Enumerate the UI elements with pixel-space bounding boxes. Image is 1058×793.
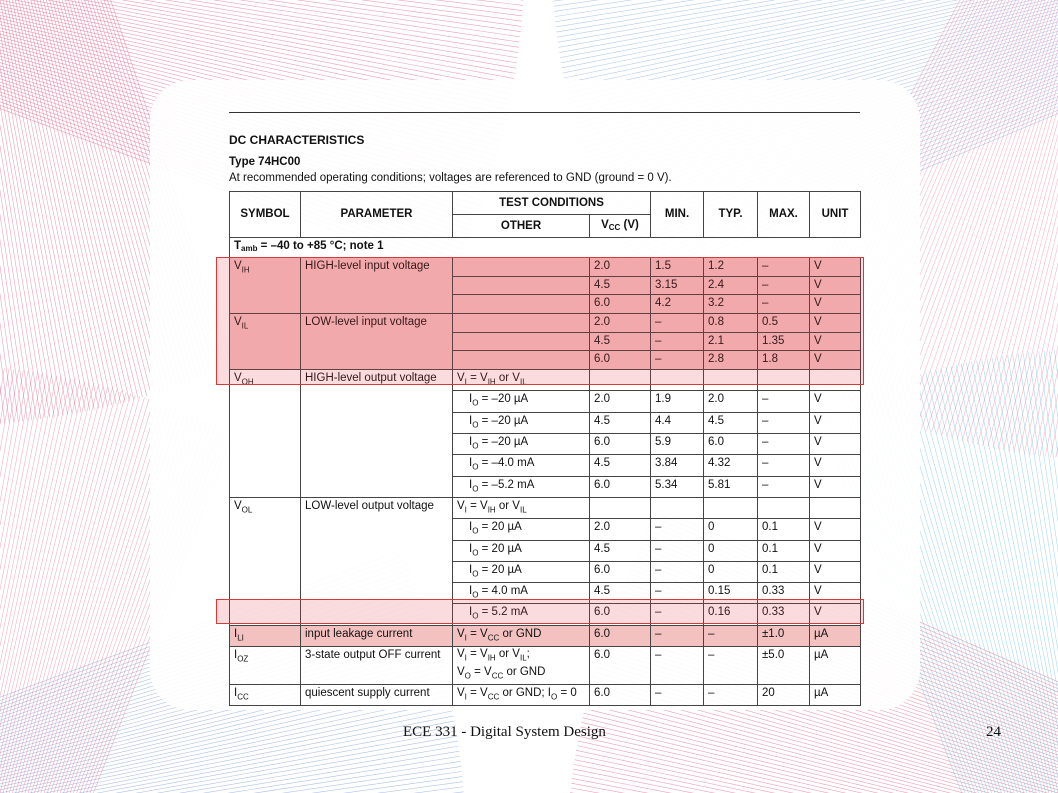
cell-min: 4.4	[651, 412, 704, 433]
cell-unit: V	[810, 391, 861, 412]
cell-min: 1.9	[651, 391, 704, 412]
cell-max: 0.5	[758, 314, 810, 333]
cell-typ: 3.2	[704, 295, 758, 314]
cell-unit: V	[810, 351, 861, 370]
cell-unit: µA	[810, 646, 861, 684]
cell-vcc: 4.5	[590, 455, 651, 476]
cell-max: –	[758, 276, 810, 295]
header-test-conditions: TEST CONDITIONS	[453, 192, 651, 215]
cell-max: –	[758, 455, 810, 476]
cell-typ: 0.16	[704, 604, 758, 625]
cell-min: –	[651, 351, 704, 370]
doc-type: Type 74HC00	[229, 156, 301, 168]
cell-vcc: 6.0	[590, 684, 651, 705]
cell-parameter: HIGH-level output voltage	[301, 370, 453, 498]
cell-other-condition: $I_O = 20$ µA	[453, 519, 590, 540]
cell-vcc: 4.5	[590, 332, 651, 351]
cell-unit: µA	[810, 625, 861, 646]
cell-unit: V	[810, 295, 861, 314]
cell-min: 5.9	[651, 434, 704, 455]
cell-other-condition: $V_I = V_{IH}$ or $V_{IL}$	[453, 497, 590, 518]
cell-max: –	[758, 258, 810, 277]
footer-course: ECE 331 - Digital System Design	[403, 724, 606, 740]
cell-max: 0.1	[758, 561, 810, 582]
header-other: OTHER	[453, 215, 590, 238]
cell-vcc: 6.0	[590, 561, 651, 582]
cell-max: –	[758, 412, 810, 433]
cell-other-condition: $I_O = 20$ µA	[453, 540, 590, 561]
top-rule	[229, 112, 860, 113]
cell-vcc: 2.0	[590, 314, 651, 333]
cell-min: –	[651, 519, 704, 540]
cell-min: 4.2	[651, 295, 704, 314]
cell-typ: 2.4	[704, 276, 758, 295]
cell-other-condition: $V_I = V_{IH}$ or $V_{IL}$; $V_O = V_{CC}$ or GND	[453, 646, 590, 684]
cell-typ: 0.15	[704, 583, 758, 604]
cell-parameter: LOW-level input voltage	[301, 314, 453, 370]
cell-other-condition: $V_I = V_{CC}$ or GND	[453, 625, 590, 646]
cell-min: –	[651, 583, 704, 604]
cell-symbol: $V_{IH}$	[230, 258, 301, 314]
cell-typ: 4.5	[704, 412, 758, 433]
cell-unit: V	[810, 604, 861, 625]
cell-typ: 0	[704, 519, 758, 540]
footer-page-number: 24	[986, 724, 1001, 740]
cell-typ: 4.32	[704, 455, 758, 476]
cell-unit: V	[810, 519, 861, 540]
cell-typ: 2.8	[704, 351, 758, 370]
cell-symbol: $I_{LI}$	[230, 625, 301, 646]
cell-vcc: 4.5	[590, 540, 651, 561]
cell-min	[651, 497, 704, 518]
tamb-sub: amb	[241, 244, 258, 253]
cell-max: 20	[758, 684, 810, 705]
table-row	[230, 684, 861, 705]
cell-min: –	[651, 625, 704, 646]
cell-max: 0.33	[758, 604, 810, 625]
highlight-input-voltage-rows	[216, 257, 864, 385]
cell-unit: V	[810, 314, 861, 333]
cell-other-condition: $I_O = 4.0$ mA	[453, 583, 590, 604]
cell-max: 1.35	[758, 332, 810, 351]
cell-other-condition: $V_I = V_{IH}$ or $V_{IL}$	[453, 370, 590, 391]
cell-vcc: 4.5	[590, 276, 651, 295]
header-vcc-label: V	[601, 218, 609, 231]
cell-vcc: 6.0	[590, 351, 651, 370]
cell-min: 3.84	[651, 455, 704, 476]
cell-typ: 0	[704, 540, 758, 561]
table-row	[230, 646, 861, 684]
doc-note: At recommended operating conditions; voltages are referenced to GND (ground = 0 V).	[229, 172, 672, 184]
cell-unit: V	[810, 455, 861, 476]
cell-parameter: LOW-level output voltage	[301, 497, 453, 625]
cell-min: –	[651, 314, 704, 333]
cell-vcc: 6.0	[590, 476, 651, 497]
cell-other-condition: $I_O = -20$ µA	[453, 412, 590, 433]
header-unit: UNIT	[810, 192, 861, 238]
tamb-cell	[230, 238, 861, 258]
cell-min: –	[651, 561, 704, 582]
cell-unit	[810, 497, 861, 518]
cell-min: 1.5	[651, 258, 704, 277]
cell-vcc: 6.0	[590, 295, 651, 314]
cell-max: 1.8	[758, 351, 810, 370]
cell-typ: 1.2	[704, 258, 758, 277]
cell-vcc: 6.0	[590, 646, 651, 684]
cell-min: 3.15	[651, 276, 704, 295]
header-vcc	[590, 215, 651, 238]
cell-unit: V	[810, 540, 861, 561]
cell-other-condition: $V_I = V_{CC}$ or GND; $I_O = 0$	[453, 684, 590, 705]
cell-parameter: input leakage current	[301, 625, 453, 646]
cell-parameter: quiescent supply current	[301, 684, 453, 705]
cell-typ: –	[704, 646, 758, 684]
header-typ: TYP.	[704, 192, 758, 238]
cell-other-condition: $I_O = -20$ µA	[453, 434, 590, 455]
cell-other-condition: $I_O = -20$ µA	[453, 391, 590, 412]
tamb-prefix: T	[234, 240, 242, 252]
cell-vcc: 6.0	[590, 434, 651, 455]
cell-typ: 0.8	[704, 314, 758, 333]
cell-other-condition: $I_O = -5.2$ mA	[453, 476, 590, 497]
cell-symbol: $I_{OZ}$	[230, 646, 301, 684]
cell-vcc: 4.5	[590, 412, 651, 433]
cell-max	[758, 497, 810, 518]
cell-typ: 0	[704, 561, 758, 582]
cell-unit: V	[810, 583, 861, 604]
cell-vcc: 2.0	[590, 258, 651, 277]
cell-symbol: $I_{CC}$	[230, 684, 301, 705]
doc-title: DC CHARACTERISTICS	[229, 133, 365, 147]
table-row	[230, 497, 861, 518]
cell-max: –	[758, 295, 810, 314]
cell-max: –	[758, 434, 810, 455]
cell-max: 0.1	[758, 519, 810, 540]
tamb-row	[230, 238, 861, 258]
cell-min: 5.34	[651, 476, 704, 497]
cell-max: –	[758, 476, 810, 497]
header-max: MAX.	[758, 192, 810, 238]
cell-other-condition: $I_O = 5.2$ mA	[453, 604, 590, 625]
cell-vcc: 4.5	[590, 583, 651, 604]
cell-unit: V	[810, 476, 861, 497]
cell-min: –	[651, 604, 704, 625]
cell-min: –	[651, 646, 704, 684]
cell-vcc	[590, 497, 651, 518]
tamb-text: = –40 to +85 °C; note 1	[257, 240, 384, 252]
cell-typ: 6.0	[704, 434, 758, 455]
cell-other-condition: $I_O = -4.0$ mA	[453, 455, 590, 476]
cell-unit: V	[810, 412, 861, 433]
cell-vcc: 2.0	[590, 391, 651, 412]
cell-min: –	[651, 332, 704, 351]
highlight-input-leakage-row	[216, 599, 864, 624]
cell-unit: V	[810, 561, 861, 582]
header-symbol: SYMBOL	[230, 192, 301, 238]
cell-typ: –	[704, 625, 758, 646]
header-parameter: PARAMETER	[301, 192, 453, 238]
cell-typ: –	[704, 684, 758, 705]
cell-parameter: 3-state output OFF current	[301, 646, 453, 684]
cell-typ: 2.1	[704, 332, 758, 351]
cell-min: –	[651, 540, 704, 561]
cell-max: ±1.0	[758, 625, 810, 646]
cell-symbol: $V_{OH}$	[230, 370, 301, 498]
cell-max: –	[758, 391, 810, 412]
cell-unit: V	[810, 258, 861, 277]
table-row	[230, 625, 861, 646]
cell-min: –	[651, 684, 704, 705]
cell-typ: 2.0	[704, 391, 758, 412]
header-vcc-unit: (V)	[623, 218, 639, 231]
cell-symbol: $V_{OL}$	[230, 497, 301, 625]
cell-unit: V	[810, 332, 861, 351]
cell-unit: V	[810, 276, 861, 295]
cell-max: 0.33	[758, 583, 810, 604]
cell-unit: µA	[810, 684, 861, 705]
cell-symbol: $V_{IL}$	[230, 314, 301, 370]
header-min: MIN.	[651, 192, 704, 238]
cell-parameter: HIGH-level input voltage	[301, 258, 453, 314]
cell-vcc: 2.0	[590, 519, 651, 540]
cell-vcc: 6.0	[590, 604, 651, 625]
cell-max: 0.1	[758, 540, 810, 561]
header-vcc-sub: CC	[608, 222, 621, 232]
cell-vcc: 6.0	[590, 625, 651, 646]
cell-typ: 5.81	[704, 476, 758, 497]
cell-typ	[704, 497, 758, 518]
cell-unit: V	[810, 434, 861, 455]
cell-other-condition: $I_O = 20$ µA	[453, 561, 590, 582]
cell-max: ±5.0	[758, 646, 810, 684]
